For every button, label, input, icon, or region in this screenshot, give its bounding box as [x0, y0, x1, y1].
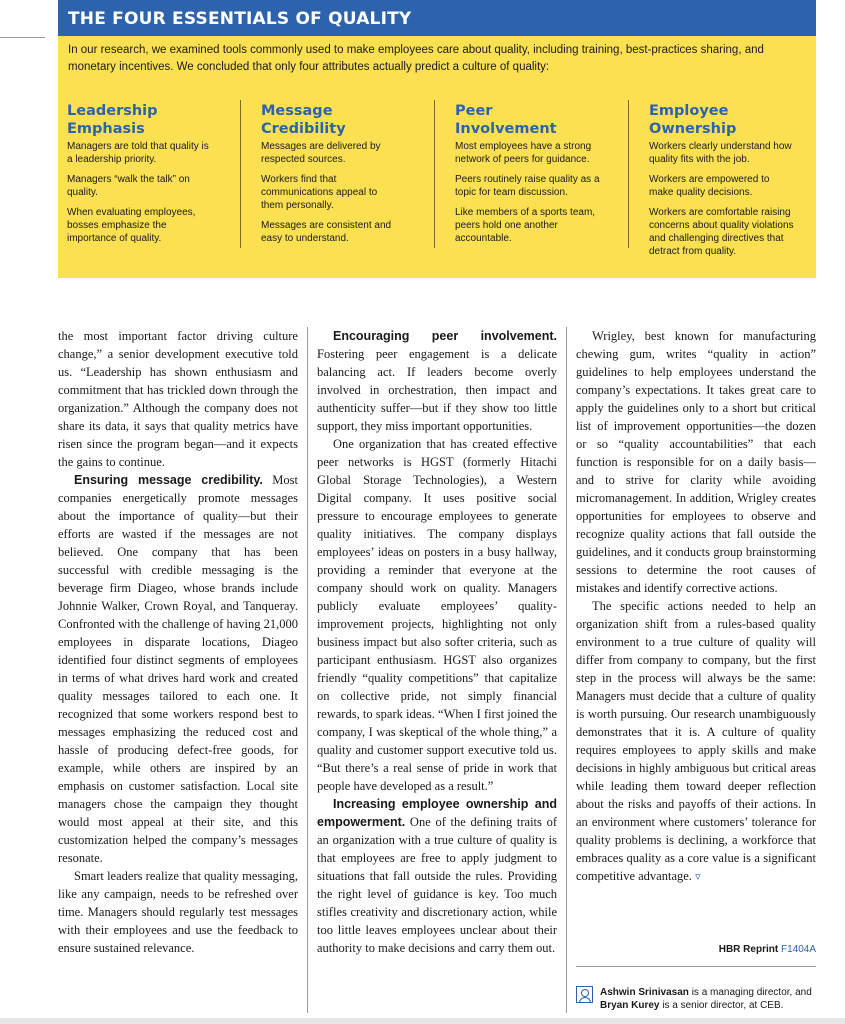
sidebar-intro: In our research, we examined tools commonly used to make employees care about quality, including training, best-practices sharing, and monetary incentives. We concluded that only four attributes actually predict a culture of quality: [68, 44, 764, 73]
column-divider [434, 100, 435, 248]
body-paragraph: Ensuring message credibility. Most companies energetically promote messages about the importance of quality—but their efforts are wasted if the messages are not believed. One company that has been successful with credible messaging is the beverage firm Diageo, whose brands include Johnnie Walker, Crown Royal, and Tanqueray. Confronted with the challenge of having 21,000 employees in disparate locations, Diageo identified four distinct segments of employees in terms of what drives hard work and created quality messages tailored to each one. It recognized that some workers respond best to messages emphasizing the reduced cost and hassle of producing defect-free goods, for example, while others are inspired by an emphasis on customer satisfaction. Local site managers chose the campaign they thought would most appeal at their site, and this customization helped the company’s messages resonate. [58, 473, 299, 865]
page-bottom-edge [0, 1018, 845, 1024]
essential-item: Managers are told that quality is a leadership priority. [67, 141, 209, 165]
body-paragraph: Smart leaders realize that quality messaging, like any campaign, needs to be refreshed over time. Managers should regularly test messages with their employees and use the feedback to ensure sustained relevance. [58, 869, 298, 955]
column-rule [566, 327, 567, 1013]
essential-item: Workers clearly understand how quality fits with the job. [649, 141, 792, 165]
essential-item: When evaluating employees, bosses emphasize the importance of quality. [67, 207, 196, 244]
body-paragraph: the most important factor driving culture change,” a senior development executive told us. “Leadership has shown enthusiasm and commitment that has trickled down through the organization.” Although the company does not share its data, it says that quality metrics have risen since the program began—and it expects the gains to continue. [58, 329, 298, 469]
author-bio-text: Ashwin Srinivasan is a managing director, and Bryan Kurey is a senior director, at CEB. [600, 987, 812, 1011]
person-icon [576, 986, 593, 1003]
body-paragraph: Encouraging peer involvement. Fostering peer engagement is a delicate balancing act. If leaders become overly involved in orchestration, then impact and authenticity suffer—but if they show too little support, they miss important opportunities. [317, 329, 557, 433]
essential-item: Messages are delivered by respected sources. [261, 141, 381, 165]
essential-heading: Peer Involvement [455, 103, 557, 137]
essential-peer-involvement [455, 102, 625, 252]
section-lead: Encouraging peer involvement. [333, 329, 557, 343]
body-paragraph: Increasing employee ownership and empowerment. One of the defining traits of an organization with a true culture of quality is that employees are free to apply judgment to situations that fall outside the rules. Providing the right level of guidance is key. Too much stifles creativity and discretionary action, while too little leaves employees unclear about their authority to make decisions and carry them out. [317, 797, 557, 955]
reprint-code: F1404A [780, 944, 816, 955]
essential-heading: Leadership Emphasis [67, 103, 158, 137]
essential-item: Managers “walk the talk” on quality. [67, 174, 190, 198]
column-divider [240, 100, 241, 248]
essential-message-credibility [261, 102, 431, 252]
article-column-2 [317, 327, 557, 957]
essential-item: Messages are consistent and easy to understand. [261, 220, 392, 244]
essential-item: Like members of a sports team, peers hold one another accountable. [455, 207, 596, 244]
column-divider [628, 100, 629, 248]
sidebar-title: THE FOUR ESSENTIALS OF QUALITY [58, 0, 816, 36]
essential-item: Workers are empowered to make quality decisions. [649, 174, 770, 198]
sidebar-box [58, 36, 816, 278]
essential-leadership-emphasis [67, 102, 237, 252]
left-margin-rule [0, 0, 45, 38]
section-lead: Ensuring message credibility. [74, 473, 263, 487]
essential-heading: Message Credibility [261, 103, 346, 137]
author-bio [576, 986, 816, 1012]
end-mark-icon: ▿ [695, 871, 701, 883]
author-divider [576, 966, 816, 967]
hbr-reprint: HBR Reprint F1404A [718, 944, 816, 955]
article-column-1 [58, 327, 298, 957]
essential-employee-ownership [649, 102, 819, 265]
body-paragraph: One organization that has created effective peer networks is HGST (formerly Hitachi Global Storage Technologies), a Western Digital company. It uses positive social pressure to encourage employees to generate quality initiatives. The company displays employees’ ideas on posters in a busy hallway, providing a reminder that everyone at the company should work on quality. Managers publicly evaluate employees’ quality-improvement projects, highlighting not only business impact but also softer criteria, such as participant enthusiasm. HGST also organizes friendly “quality competitions” that capitalize on collective pride, not simply financial rewards, to spark ideas. “When I first joined the company, I was skeptical of the whole thing,” a quality and customer support executive told us. “But there’s a real sense of pride in work that people have developed as a result.” [317, 437, 557, 793]
body-paragraph: Wrigley, best known for manufacturing chewing gum, writes “quality in action” guidelines to help employees understand the company’s expectations. It takes great care to apply the guidelines only to a short but critical list of improvement opportunities—the dozen or so “quality accountabilities” that each function is responsible for on a daily basis—and to strive for clarity while avoiding micromanagement. In addition, Wrigley creates opportunities for employees to observe and recognize quality actions that fall outside the guidelines, and it conducts group brainstorming sessions to determine the root causes of mistakes and identify corrective actions. [576, 329, 816, 595]
essential-heading: Employee Ownership [649, 103, 737, 137]
essential-item: Most employees have a strong network of peers for guidance. [455, 141, 592, 165]
body-paragraph: The specific actions needed to help an organization shift from a rules-based quality environment to a true culture of quality will differ from company to company, but the first step in the process will always be the same: Managers must decide that a culture of quality is worth pursuing. Our research unambiguously demonstrates that it is. A culture of quality requires employees to apply skills and make decisions in highly ambiguous but critical areas while leading them toward deeper reflection about the risks and payoffs of their actions. In an environment where customers’ tolerance for quality problems is declining, a workforce that embraces quality as a core value is a significant competitive advantage. ▿ [576, 599, 816, 883]
essential-item: Workers are comfortable raising concerns about quality violations and challenging directives that detract from quality. [649, 207, 794, 257]
section-lead: Increasing employee ownership and empowerment. [317, 797, 557, 829]
essential-item: Peers routinely raise quality as a topic for team discussion. [455, 174, 600, 198]
article-column-3 [576, 327, 816, 886]
column-rule [307, 327, 308, 1013]
essential-item: Workers find that communications appeal to them personally. [261, 174, 378, 211]
